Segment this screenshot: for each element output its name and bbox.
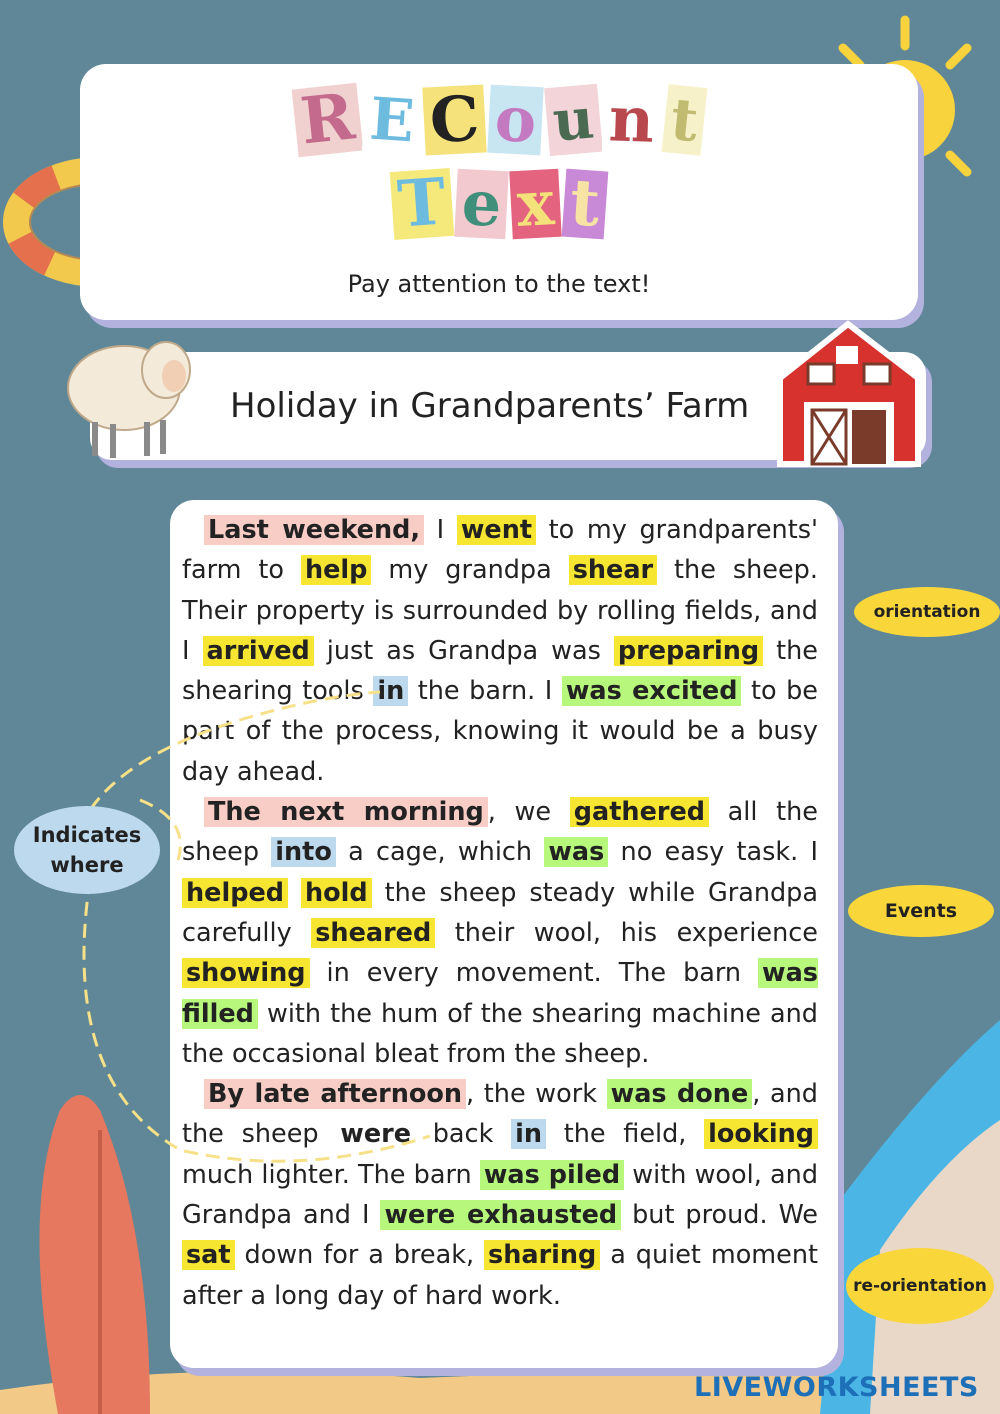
text-segment: the sheep steady while Grandpa carefully xyxy=(182,877,819,948)
title-letter: u xyxy=(544,84,602,156)
text-segment: no easy task. I xyxy=(608,837,818,868)
title-letter: E xyxy=(362,84,423,156)
text-segment: the barn. I xyxy=(408,676,562,707)
be-verb-phrase: was piled xyxy=(480,1160,624,1190)
text-segment: a cage, which xyxy=(335,837,545,868)
header-card xyxy=(80,64,918,320)
story-paragraph xyxy=(182,1074,818,1316)
past-verb: looking xyxy=(704,1119,818,1149)
place-preposition: in xyxy=(373,676,408,706)
story-title: Holiday in Grandparents’ Farm xyxy=(230,386,750,426)
text-segment: a quiet moment after a long day of hard work. xyxy=(182,1240,818,1311)
text-segment: the shearing tools xyxy=(182,635,818,707)
past-verb: helped xyxy=(182,878,288,908)
place-preposition: into xyxy=(271,837,336,867)
text-segment: much lighter. The barn xyxy=(182,1159,480,1190)
title-letter: o xyxy=(488,85,545,156)
text-segment: back xyxy=(415,1119,512,1150)
time-phrase: Last weekend, xyxy=(204,515,424,545)
title-letter: t xyxy=(661,84,707,156)
story-paragraph xyxy=(182,510,818,792)
text-segment: I xyxy=(424,515,457,545)
text-segment: all the sheep xyxy=(182,797,818,868)
story-paragraph xyxy=(182,792,818,1074)
text-segment xyxy=(288,878,301,908)
title-letter: e xyxy=(454,169,509,240)
label-orientation: orientation xyxy=(854,587,1000,637)
barn-icon xyxy=(770,318,930,468)
be-verb-phrase: was excited xyxy=(562,676,742,706)
text-segment: down for a break, xyxy=(234,1240,485,1271)
past-verb: were xyxy=(340,1119,412,1150)
be-verb-phrase: were exhausted xyxy=(380,1200,621,1230)
past-verb: showing xyxy=(182,958,310,988)
text-segment: in every movement. The barn xyxy=(309,958,759,989)
be-verb-phrase: was xyxy=(544,837,608,867)
past-verb: sheared xyxy=(311,918,435,948)
text-segment: just as Grandpa was xyxy=(313,635,614,666)
text-segment: to be part of the process, knowing it would be a busy day ahead. xyxy=(182,676,818,787)
title-letter: t xyxy=(562,169,608,240)
time-phrase: The next morning xyxy=(204,797,488,827)
place-preposition: in xyxy=(511,1119,546,1149)
watermark-logo: LIVEWORKSHEETS xyxy=(694,1372,979,1403)
text-segment: their wool, his experience xyxy=(435,917,818,948)
past-verb: sharing xyxy=(484,1240,600,1270)
title-word-text xyxy=(80,164,918,243)
text-segment: , the work xyxy=(466,1079,607,1110)
title-letter: R xyxy=(291,83,363,157)
text-segment: but proud. We xyxy=(621,1200,818,1231)
title-word-recount xyxy=(80,79,918,160)
past-verb: shear xyxy=(569,555,657,585)
be-verb-phrase: was done xyxy=(607,1079,753,1109)
past-verb: help xyxy=(301,555,371,585)
subtitle: Pay attention to the text! xyxy=(347,270,651,298)
title-letter: x xyxy=(510,169,562,239)
text-segment: the sheep. Their property is surrounded by rolling fields, and I xyxy=(182,555,818,666)
label-events: Events xyxy=(848,885,994,937)
text-segment: with the hum of the shearing machine and the occasional bleat from the sheep. xyxy=(182,998,818,1069)
text-segment: with wool, and Grandpa and I xyxy=(182,1159,818,1231)
text-segment: , we xyxy=(487,797,570,828)
past-verb: sat xyxy=(182,1240,235,1270)
recount-text-body xyxy=(182,510,818,1316)
be-verb-phrase: was filled xyxy=(182,958,818,1029)
text-segment: my grandpa xyxy=(371,555,569,586)
past-verb: hold xyxy=(301,878,372,908)
text-segment: to my grandparents' farm to xyxy=(182,515,819,586)
sheep-icon xyxy=(62,322,202,462)
past-verb: arrived xyxy=(203,636,314,666)
title-letter: T xyxy=(390,168,454,240)
past-verb: gathered xyxy=(570,797,709,827)
title-letter: n xyxy=(602,85,661,155)
label-indicates-where: Indicates where xyxy=(14,806,160,894)
text-segment: , and the sheep xyxy=(182,1079,818,1150)
text-segment: the field, xyxy=(545,1119,705,1150)
time-phrase: By late afternoon xyxy=(204,1079,466,1109)
past-verb: went xyxy=(457,515,536,545)
past-verb: preparing xyxy=(614,636,763,666)
label-reorientation: re-orientation xyxy=(846,1248,994,1324)
title-letter: C xyxy=(422,84,487,155)
